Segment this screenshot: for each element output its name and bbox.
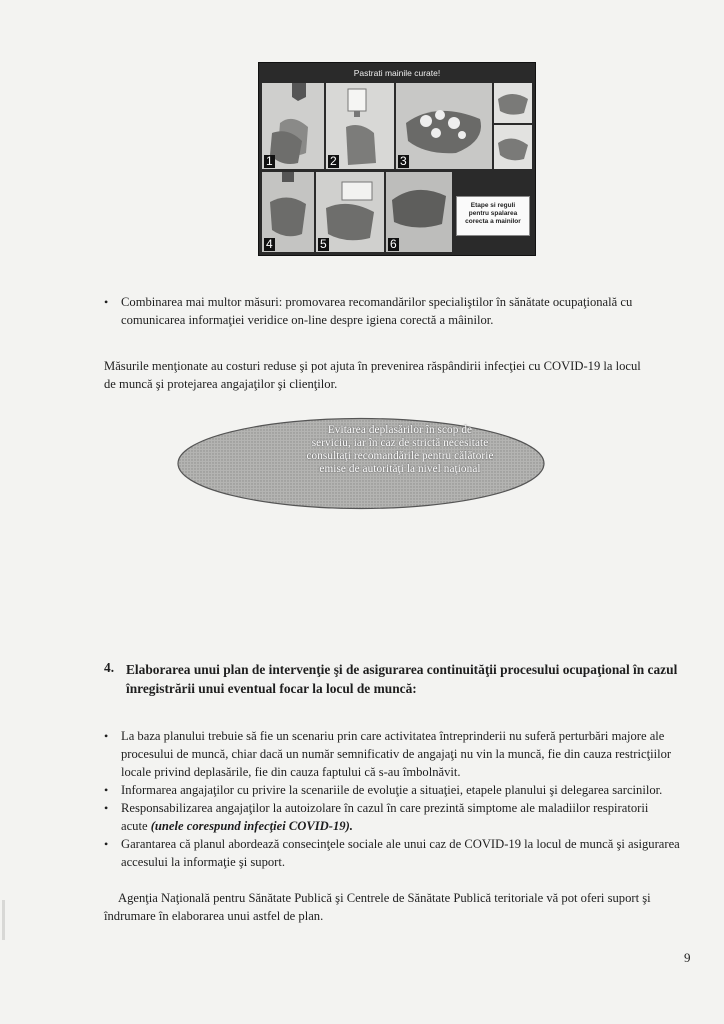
isolation-line-1: Responsabilizarea angajaţilor la autoizolare în cazul în care prezintă simptome ale maladiilor respiratorii bbox=[121, 801, 649, 815]
scenario-line-3: locale privind deplasările, fie din cauza faptului că s-au îmbolnăvit. bbox=[121, 765, 461, 779]
bullet-dot: • bbox=[104, 295, 109, 309]
scenario-line-1: La baza planului trebuie să fie un scenariu prin care activitatea întreprinderii nu suferă perturbări majore ale bbox=[121, 729, 665, 743]
bullet-dot: • bbox=[104, 783, 109, 797]
combine-line-1: Combinarea mai multor măsuri: promovarea recomandărilor specialiştilor în sănătate ocupaţională cu bbox=[121, 295, 633, 309]
step-number-4: 4 bbox=[266, 237, 273, 251]
section-title bbox=[126, 660, 706, 698]
bullet-dot: • bbox=[104, 801, 109, 815]
plan-requirements-list bbox=[103, 727, 706, 871]
list-item bbox=[103, 799, 706, 835]
poster-step-3-image bbox=[396, 83, 492, 169]
inform-line-1: Informarea angajaţilor cu privire la scenariile de evoluţie a situaţiei, etapele planului şi delegarea sarcinilor. bbox=[121, 783, 663, 797]
list-item bbox=[103, 293, 706, 329]
ellipse-line-4: emise de autorităţi la nivel naţional bbox=[319, 463, 481, 475]
poster-step-4-image bbox=[262, 172, 314, 252]
list-item bbox=[103, 835, 706, 871]
section-number: 4. bbox=[104, 660, 115, 675]
lathered-hands-icon bbox=[396, 83, 492, 169]
poster-caption-line-3: corecta a mainilor bbox=[465, 218, 521, 225]
isolation-line-2-emphasis: (unele corespund infecţiei COVID-19). bbox=[150, 819, 353, 833]
closing-line-1: Agenţia Naţională pentru Sănătate Publică şi Centrele de Sănătate Publică teritoriale vă pot oferi suport şi bbox=[118, 891, 651, 905]
step-number-2: 2 bbox=[330, 154, 337, 168]
closing-line-2: îndrumare în elaborarea unui astfel de plan. bbox=[104, 909, 324, 923]
isolation-line-2-plain: acute bbox=[121, 819, 151, 833]
poster-caption bbox=[456, 196, 530, 236]
section-title-line-2: înregistrării unui eventual focar la locul de muncă: bbox=[126, 681, 417, 696]
social-line-1: Garantarea că planul abordează consecinţele sociale ale unui caz de COVID-19 la locul de muncă şi asigurarea bbox=[121, 837, 680, 851]
closing-paragraph bbox=[104, 889, 708, 925]
ellipse-line-1: Evitarea deplasărilor în scop de bbox=[327, 424, 473, 436]
scan-fold-mark bbox=[2, 900, 5, 940]
poster-step-6-image bbox=[386, 172, 452, 252]
poster-caption-line-2: pentru spalarea bbox=[468, 210, 518, 217]
measures-line-2: de muncă şi protejarea angajaţilor şi clienţilor. bbox=[104, 377, 338, 391]
section-title-line-1: Elaborarea unui plan de intervenţie şi de asigurarea continuităţii procesului ocupaţional în cazul bbox=[126, 662, 678, 677]
list-item bbox=[103, 781, 706, 799]
ellipse-line-3: consultaţi recomandările pentru călătorie bbox=[306, 450, 494, 462]
poster-caption-line-1: Etape si reguli bbox=[470, 202, 516, 209]
measures-line-1: Măsurile menţionate au costuri reduse şi pot ajuta în prevenirea răspândirii infecţiei cu COVID-19 la locul bbox=[104, 359, 641, 373]
poster-title: Pastrati mainile curate! bbox=[353, 68, 441, 78]
fingers-interlaced-icon bbox=[494, 125, 532, 169]
bullet-dot: • bbox=[104, 729, 109, 743]
poster-step-5-image bbox=[316, 172, 384, 252]
social-line-2: accesului la informaţie şi suport. bbox=[121, 855, 286, 869]
step-number-6: 6 bbox=[390, 237, 397, 251]
measures-paragraph bbox=[104, 357, 708, 393]
step-number-5: 5 bbox=[320, 237, 327, 251]
list-item bbox=[103, 727, 706, 781]
ellipse-line-2: serviciu, iar în caz de strictă necesitate bbox=[311, 437, 489, 449]
page-number: 9 bbox=[684, 950, 691, 965]
poster-side-image-top bbox=[494, 83, 532, 123]
hands-rubbing-icon bbox=[494, 83, 532, 123]
travel-advice-text bbox=[280, 424, 520, 476]
combine-measures-list bbox=[103, 293, 706, 329]
isolation-line-2 bbox=[121, 817, 706, 835]
step-number-3: 3 bbox=[400, 154, 407, 168]
bullet-dot: • bbox=[104, 837, 109, 851]
combine-line-2: comunicarea informaţiei veridice on-line despre igiena corectă a mâinilor. bbox=[121, 313, 494, 327]
poster-step-1-image bbox=[262, 83, 324, 169]
poster-step-2-image bbox=[326, 83, 394, 169]
poster-side-image-bottom bbox=[494, 125, 532, 169]
step-number-1: 1 bbox=[266, 154, 273, 168]
scenario-line-2: procesului de muncă, chiar dacă un număr semnificativ de angajaţi nu vin la muncă, fie din cauza restricţiilor bbox=[121, 747, 672, 761]
